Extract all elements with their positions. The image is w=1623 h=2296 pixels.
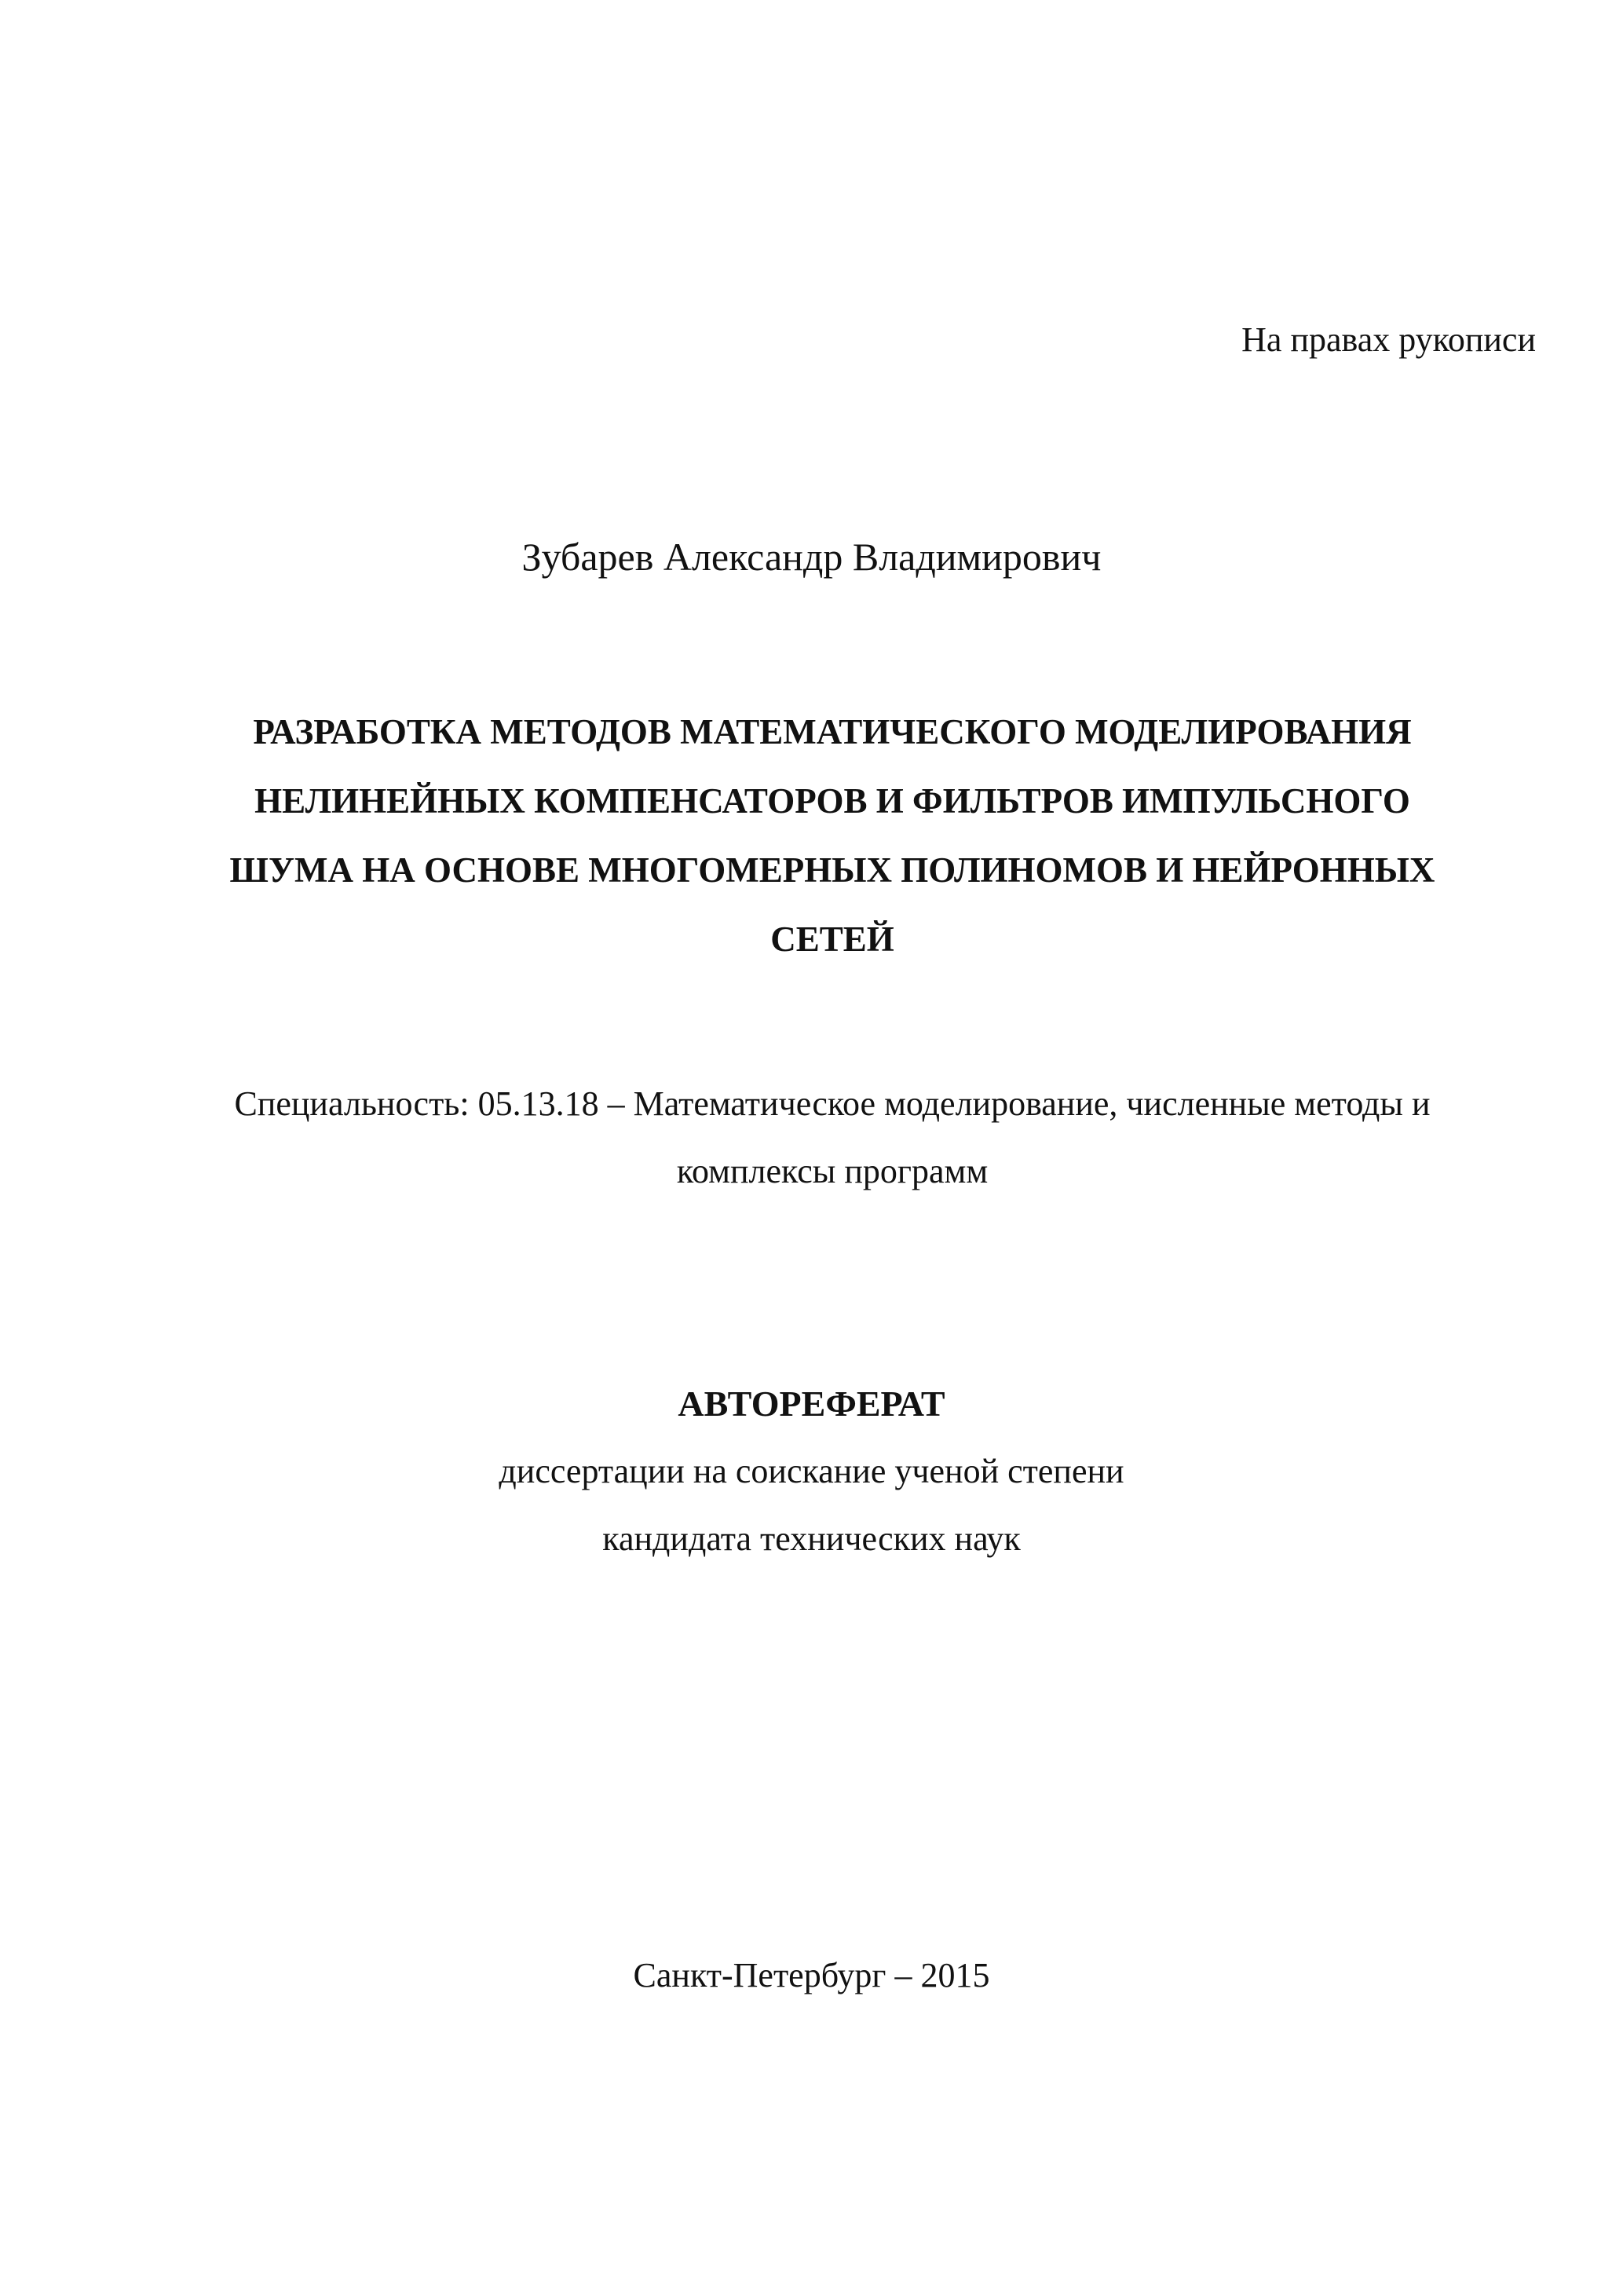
specialty-line-2: комплексы программ	[676, 1152, 989, 1190]
title-line-4: СЕТЕЙ	[770, 919, 894, 959]
specialty-line-1: Специальность: 05.13.18 – Математическое моделирование, численные методы и	[234, 1084, 1431, 1123]
abstract-block	[0, 1370, 1623, 1573]
specialty-block	[118, 1070, 1547, 1205]
title-line-1: РАЗРАБОТКА МЕТОДОВ МАТЕМАТИЧЕСКОГО МОДЕЛИРОВАНИЯ	[253, 712, 1412, 751]
title-line-2: НЕЛИНЕЙНЫХ КОМПЕНСАТОРОВ И ФИЛЬТРОВ ИМПУЛЬСНОГО	[254, 781, 1410, 821]
city-year: Санкт-Петербург – 2015	[633, 1956, 990, 1994]
abstract-line-1: диссертации на соискание ученой степени	[499, 1452, 1124, 1490]
author-name: Зубарев Александр Владимирович	[521, 535, 1102, 579]
abstract-line-2: кандидата технических наук	[602, 1519, 1021, 1558]
title-line-3: ШУМА НА ОСНОВЕ МНОГОМЕРНЫХ ПОЛИНОМОВ И НЕЙРОННЫХ	[229, 850, 1435, 890]
dissertation-title	[141, 697, 1523, 974]
abstract-heading: АВТОРЕФЕРАТ	[678, 1384, 945, 1424]
rights-notice: На правах рукописи	[1241, 320, 1536, 359]
